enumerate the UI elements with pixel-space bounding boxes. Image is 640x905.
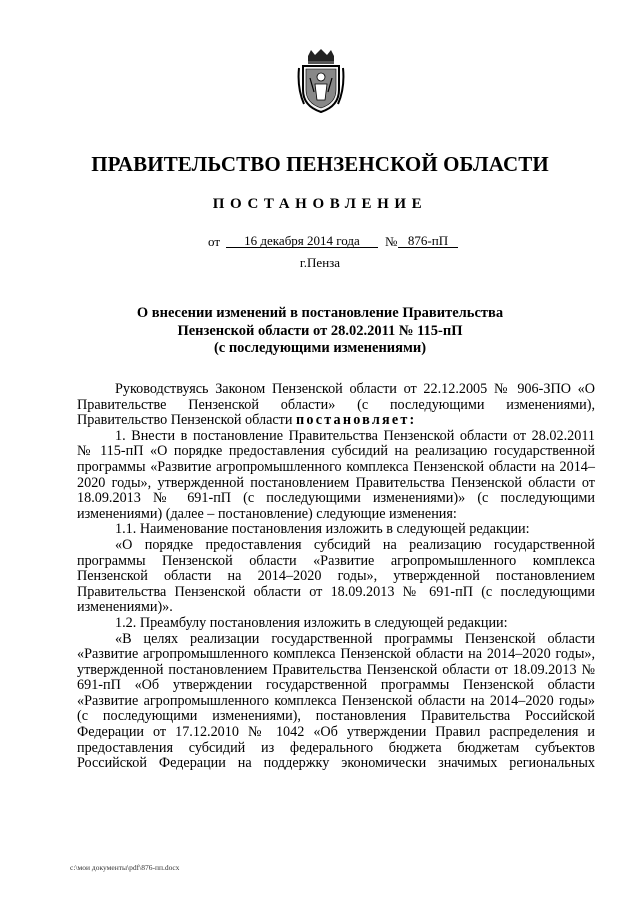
document-number: 876-пП [398,234,458,248]
document-body [77,382,595,772]
paragraph: «В целях реализации государственной программы Пензенской области «Развитие агропромышленного комплекса Пензенской области на 2014–2020 годы», утвержденной постановлением Правительства Пензенской области от 18.09.2013 № 691-пП «Об утверждении государственной программы Пензенской области «Развитие агропромышленного комплекса Пензенской области на 2014–2020 годы» (с последующими изменениями), постановления Правительства Российской Федерации от 17.12.2010 № 1042 «Об утверждении Правил распределения и предоставления субсидий из федерального бюджета бюджетам субъектов Российской Федерации на поддержку экономически значимых региональных [77,630,595,772]
government-name: ПРАВИТЕЛЬСТВО ПЕНЗЕНСКОЙ ОБЛАСТИ [91,152,549,176]
number-label: № [385,234,398,249]
intro-text: Руководствуясь Законом Пензенской области от 22.12.2005 № 906-ЗПО «О Правительстве Пензенской области» (с последующими изменениями), Правительство Пензенской области [77,381,595,429]
decree-word: постановляет: [296,412,417,429]
paragraph: «О порядке предоставления субсидий на реализацию государственной программы Пензенской области «Развитие агропромышленного комплекса Пензенской области на 2014–2020 годы», утвержденной постановлением Правительства Пензенской области от 18.09.2013 № 691-пП (с последующими изменениями)». [77,536,595,616]
paragraph: 1.2. Преамбулу постановления изложить в следующей редакции: [115,614,508,631]
title-line: (с последующими изменениями) [213,340,427,356]
title-line: О внесении изменений в постановление Правительства [136,305,504,321]
document-type: ПОСТАНОВЛЕНИЕ [212,196,428,212]
coat-of-arms-icon [296,48,346,114]
paragraph-intro [77,382,595,429]
paragraph: 1. Внести в постановление Правительства Пензенской области от 28.02.2011 № 115-пП «О порядке предоставления субсидий на реализацию государственной программы «Развитие агропромышленного комплекса Пензенской области на 2014–2020 годы», утвержденной постановлением Правительства Пензенской области от 18.09.2013 № 691-пП (с последующими изменениями)» (с последующими изменениями) (далее – постановление) следующие изменения: [77,427,595,522]
file-path: c:\мои документы\pdf\876-пп.docx [70,863,180,872]
document-date: 16 декабря 2014 года [226,234,378,248]
title-line: Пензенской области от 28.02.2011 № 115-пП [177,322,463,339]
from-label: от [208,234,221,249]
paragraph: 1.1. Наименование постановления изложить в следующей редакции: [115,521,530,538]
city: г.Пенза [299,255,341,270]
document-title [0,305,640,358]
